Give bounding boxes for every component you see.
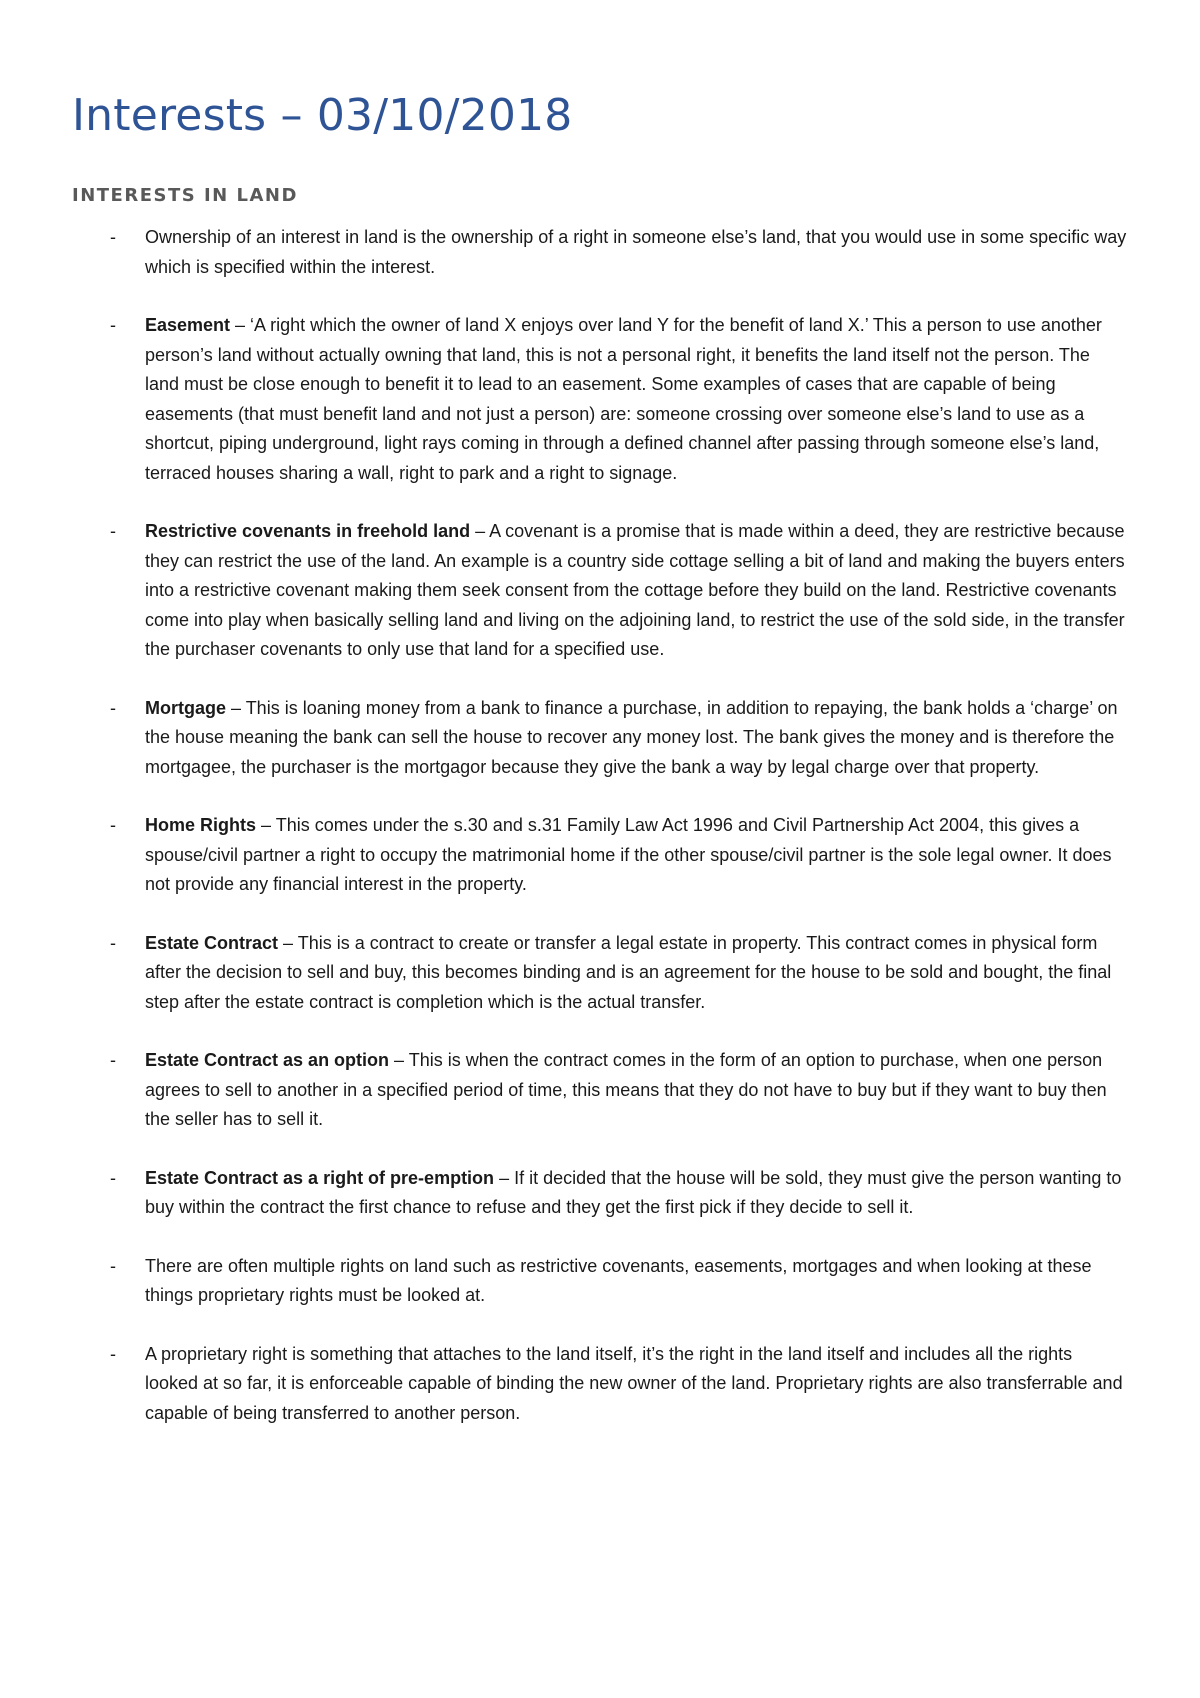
list-item-text: – This is a contract to create or transfer a legal estate in property. This contract comes in physical form after the decision to sell and buy, this becomes binding and is an agreement for the house to be sold and bought, the final step after the estate contract is completion which is the actual transfer. [145,932,1112,1012]
list-item-term: Estate Contract as a right of pre-emption [145,1167,495,1188]
list-item-term: Estate Contract as an option [145,1050,390,1071]
bullet-dash: - [110,932,116,953]
bullet-dash: - [110,1343,116,1364]
list-item-text: – This is loaning money from a bank to finance a purchase, in addition to repaying, the bank holds a ‘charge’ on the house meaning the bank can sell the house to recover any money lost. The bank gives the money and is therefore the mortgagee, the purchaser is the mortgagor because they give the bank a way by legal charge over that property. [145,697,1118,777]
list-item-text: There are often multiple rights on land such as restrictive covenants, easements, mortgages and when looking at these things proprietary rights must be looked at. [145,1255,1092,1306]
list-item-term: Restrictive covenants in freehold land [145,521,471,542]
list-item [72,1252,1128,1311]
list-item [72,929,1128,1018]
document-title: Interests – 03/10/2018 [72,90,573,141]
list-item [72,1340,1128,1429]
list-item [72,311,1128,488]
list-item-term: Mortgage [145,697,226,718]
list-item [72,1046,1128,1135]
document-page [72,90,1128,1457]
list-item-text: – ‘A right which the owner of land X enjoys over land Y for the benefit of land X.’ This a person to use another person’s land without actually owning that land, this is not a personal right, it benefits the land itself not the person. The land must be close enough to benefit it to lead to an easement. Some examples of cases that are capable of being easements (that must benefit land and not just a person) are: someone crossing over someone else’s land to use as a shortcut, piping underground, light rays coming in through a defined channel after passing through someone else’s land, terraced houses sharing a wall, right to park and a right to signage. [145,315,1102,483]
list-item-term: Estate Contract [145,932,279,953]
list-item [72,811,1128,900]
list-item [72,1164,1128,1223]
list-item [72,517,1128,665]
list-item-term: Easement [145,315,231,336]
list-item-text: – A covenant is a promise that is made within a deed, they are restrictive because they can restrict the use of the land. An example is a country side cottage selling a bit of land and making the buyers enters into a restrictive covenant making them seek consent from the cottage before they build on the land. Restrictive covenants come into play when basically selling land and living on the adjoining land, to restrict the use of the sold side, in the transfer the purchaser covenants to only use that land for a specified use. [145,521,1125,660]
section-heading: INTERESTS IN LAND [72,184,298,206]
list-item [72,694,1128,783]
bullet-dash: - [110,815,116,836]
bullet-dash: - [110,1167,116,1188]
bullet-dash: - [110,1050,116,1071]
bullet-dash: - [110,1255,116,1276]
bullet-dash: - [110,315,116,336]
list-item-text: – If it decided that the house will be sold, they must give the person wanting to buy within the contract the first chance to refuse and they get the first pick if they decide to sell it. [145,1167,1122,1218]
bullet-dash: - [110,227,116,248]
list-item [72,223,1128,282]
list-item-text: – This comes under the s.30 and s.31 Family Law Act 1996 and Civil Partnership Act 2004, this gives a spouse/civil partner a right to occupy the matrimonial home if the other spouse/civil partner is the sole legal owner. It does not provide any financial interest in the property. [145,815,1112,895]
list-item-text: Ownership of an interest in land is the ownership of a right in someone else’s land, that you would use in some specific way which is specified within the interest. [145,227,1127,277]
list-item-text: – This is when the contract comes in the form of an option to purchase, when one person agrees to sell to another in a specified period of time, this means that they do not have to buy but if they want to buy then the seller has to sell it. [145,1050,1107,1130]
list-item-term: Home Rights [145,815,257,836]
list-item-text: A proprietary right is something that attaches to the land itself, it’s the right in the land itself and includes all the rights looked at so far, it is enforceable capable of binding the new owner of the land. Proprietary rights are also transferrable and capable of being transferred to another person. [145,1343,1123,1423]
bullet-dash: - [110,521,116,542]
bullet-dash: - [110,697,116,718]
bullet-list [72,223,1128,1428]
